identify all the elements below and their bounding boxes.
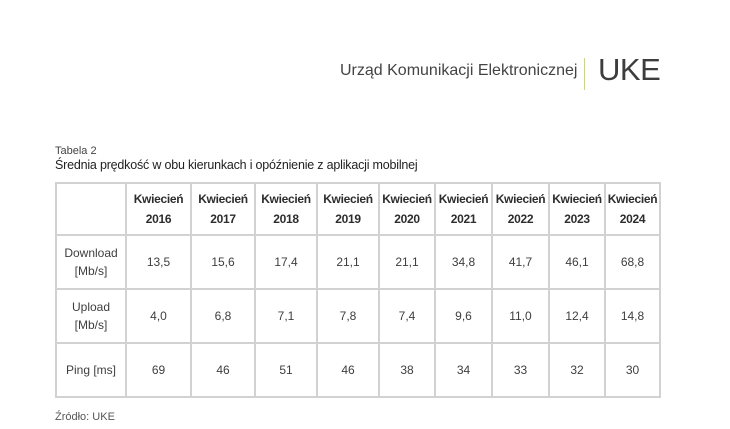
table-cell: 34,8 — [435, 235, 492, 289]
table-cell: 32 — [549, 343, 605, 397]
table-cell: 68,8 — [605, 235, 660, 289]
table-cell: 14,8 — [605, 289, 660, 343]
table-cell: 7,4 — [379, 289, 435, 343]
column-header: Kwiecień 2018 — [255, 183, 317, 235]
row-label-ping: Ping [ms] — [56, 343, 126, 397]
table-cell: 41,7 — [492, 235, 549, 289]
logo-divider — [584, 58, 585, 90]
table-cell: 12,4 — [549, 289, 605, 343]
table-cell: 21,1 — [317, 235, 379, 289]
table-row-ping — [56, 343, 660, 397]
table-label: Tabela 2 — [55, 145, 97, 157]
table-cell: 33 — [492, 343, 549, 397]
column-header: Kwiecień 2019 — [317, 183, 379, 235]
row-label-upload: Upload [Mb/s] — [56, 289, 126, 343]
column-header: Kwiecień 2024 — [605, 183, 660, 235]
table-cell: 46 — [317, 343, 379, 397]
table-cell: 38 — [379, 343, 435, 397]
source-note: Źródło: UKE — [55, 411, 115, 423]
table-row-upload — [56, 289, 660, 343]
column-header: Kwiecień 2022 — [492, 183, 549, 235]
table-cell: 13,5 — [126, 235, 191, 289]
table-cell: 46,1 — [549, 235, 605, 289]
table-cell: 21,1 — [379, 235, 435, 289]
header-corner-cell — [56, 183, 126, 235]
table-cell: 7,1 — [255, 289, 317, 343]
row-label-download: Download [Mb/s] — [56, 235, 126, 289]
column-header: Kwiecień 2021 — [435, 183, 492, 235]
table-cell: 15,6 — [191, 235, 255, 289]
table-cell: 46 — [191, 343, 255, 397]
column-header: Kwiecień 2020 — [379, 183, 435, 235]
table-cell: 7,8 — [317, 289, 379, 343]
uke-logo: UKE — [598, 52, 661, 87]
speed-table — [55, 182, 661, 398]
table-cell: 69 — [126, 343, 191, 397]
organization-name: Urząd Komunikacji Elektronicznej — [340, 62, 578, 79]
table-cell: 4,0 — [126, 289, 191, 343]
document-header — [0, 0, 730, 100]
column-header: Kwiecień 2017 — [191, 183, 255, 235]
table-header-row — [56, 183, 660, 235]
table-title: Średnia prędkość w obu kierunkach i opóźnienie z aplikacji mobilnej — [55, 158, 418, 172]
table-row-download — [56, 235, 660, 289]
column-header: Kwiecień 2016 — [126, 183, 191, 235]
table-cell: 34 — [435, 343, 492, 397]
table-cell: 17,4 — [255, 235, 317, 289]
table-cell: 11,0 — [492, 289, 549, 343]
table-cell: 9,6 — [435, 289, 492, 343]
table-cell: 6,8 — [191, 289, 255, 343]
table-cell: 51 — [255, 343, 317, 397]
column-header: Kwiecień 2023 — [549, 183, 605, 235]
table-cell: 30 — [605, 343, 660, 397]
